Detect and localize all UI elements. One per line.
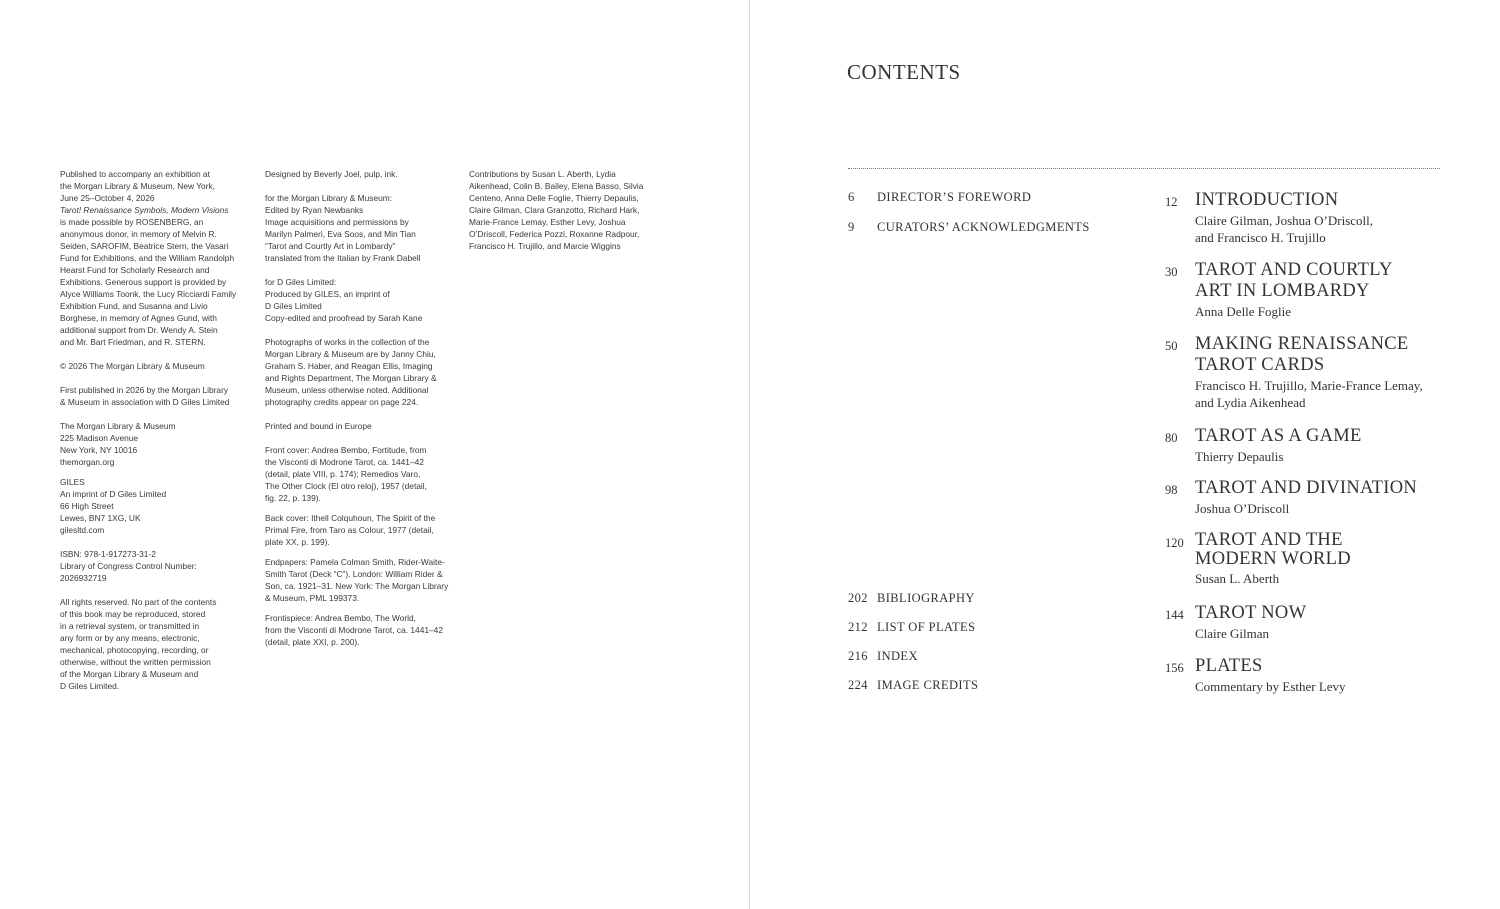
toc-essay-title: TAROT NOW (1195, 603, 1307, 623)
toc-entry[interactable] (848, 649, 918, 664)
toc-essay-title: TAROT AS A GAME (1195, 426, 1362, 446)
toc-essay-entry[interactable] (1165, 426, 1465, 465)
toc-label: DIRECTOR’S FOREWORD (877, 190, 1032, 204)
colophon-paragraph: Back cover: Ithell Colquhoun, The Spirit of the Primal Fire, from Taro as Colour, 1977 (detail, plate XX, p. 199). (265, 513, 436, 547)
toc-label: CURATORS’ ACKNOWLEDGMENTS (877, 220, 1090, 234)
toc-page-number: 9 (848, 220, 855, 234)
toc-page-number: 212 (848, 620, 868, 634)
toc-page-number: 202 (848, 591, 868, 605)
toc-essay-authors: Susan L. Aberth (1195, 571, 1280, 586)
toc-essay-authors: Commentary by Esther Levy (1195, 679, 1346, 694)
toc-essay-authors: Thierry Depaulis (1195, 449, 1284, 464)
toc-page-number: 216 (848, 649, 868, 663)
toc-page-number: 156 (1165, 661, 1184, 675)
toc-label: LIST OF PLATES (877, 620, 976, 634)
colophon-paragraph: Printed and bound in Europe (265, 421, 372, 431)
colophon-paragraph: ISBN: 978-1-917273-31-2 Library of Congress Control Number: 2026932719 (60, 549, 197, 583)
colophon-column-1 (60, 168, 250, 704)
colophon-paragraph: All rights reserved. No part of the contents of this book may be reproduced, stored in a retrieval system, or transmitted in any form or by any means, electronic, mechanical, photocopying, recording, or otherwise, without the written permission of the Morgan Library & Museum and D Giles Limited. (60, 597, 217, 691)
colophon-column-3 (469, 168, 659, 264)
toc-entry[interactable] (848, 220, 1090, 235)
colophon-paragraph: Published to accompany an exhibition at the Morgan Library & Museum, New York, June 25–October 4, 2026 (60, 169, 216, 203)
toc-essay-title: PLATES (1195, 656, 1263, 676)
toc-essay-authors: Claire Gilman (1195, 626, 1270, 641)
toc-essay-entry[interactable] (1165, 190, 1465, 246)
exhibition-title: Tarot! Renaissance Symbols, Modern Visions (60, 205, 229, 215)
toc-page-number: 144 (1165, 608, 1184, 622)
colophon-column-2 (265, 168, 455, 660)
toc-label: BIBLIOGRAPHY (877, 591, 975, 605)
colophon-paragraph: First published in 2026 by the Morgan Library & Museum in association with D Giles Limited (60, 385, 230, 407)
toc-essay-authors: Francisco H. Trujillo, Marie-France Lemay, and Lydia Aikenhead (1195, 378, 1423, 410)
toc-essay-entry[interactable] (1165, 334, 1465, 411)
toc-entry[interactable] (848, 591, 975, 606)
colophon-paragraph (60, 204, 250, 348)
colophon-paragraph: Front cover: Andrea Bembo, Fortitude, from the Visconti di Modrone Tarot, ca. 1441–42 (detail, plate VIII, p. 174); Remedios Varo, The Other Clock (El otro reloj), 1957 (detail, fig. 22, p. 139). (265, 445, 427, 503)
toc-entry[interactable] (848, 190, 1031, 205)
toc-essay-title: MAKING RENAISSANCE TAROT CARDS (1195, 334, 1409, 375)
toc-essay-authors: Joshua O’Driscoll (1195, 501, 1290, 516)
page-gutter (749, 0, 750, 909)
toc-essay-entry[interactable] (1165, 478, 1465, 517)
toc-page-number: 120 (1165, 536, 1184, 550)
toc-essay-authors: Claire Gilman, Joshua O’Driscoll, and Francisco H. Trujillo (1195, 213, 1373, 245)
colophon-paragraph: Frontispiece: Andrea Bembo, The World, from the Visconti di Modrone Tarot, ca. 1441–42 (detail, plate XXI, p. 200). (265, 613, 443, 647)
colophon-paragraph: Designed by Beverly Joel, pulp, ink. (265, 169, 398, 179)
toc-essay-authors: Anna Delle Foglie (1195, 304, 1292, 319)
toc-page-number: 12 (1165, 195, 1178, 209)
toc-essay-title: TAROT AND COURTLY ART IN LOMBARDY (1195, 260, 1393, 301)
contents-heading: CONTENTS (847, 60, 961, 84)
toc-page-number: 6 (848, 190, 855, 204)
toc-essay-entry[interactable] (1165, 656, 1465, 695)
colophon-paragraph: Endpapers: Pamela Colman Smith, Rider-Waite- Smith Tarot (Deck “C”). London: William Rider & Son, ca. 1921–31. New York: The Morgan Library & Museum, PML 199373. (265, 557, 449, 603)
colophon-sponsors: is made possible by ROSENBERG, an anonymous donor, in memory of Melvin R. Seiden, SAROFIM, Beatrice Stern, the Vasari Fund for Exhibitions, and the William Randolph Hearst Fund for Scholarly Research and Exhibitions. Generous support is provided by Alyce Williams Toonk, the Lucy Ricciardi Family Exhibition Fund, and Susanna and Livio Borghese, in memory of Agnes Gund, with additional support from Dr. Wendy A. Stein and Mr. Bart Friedman, and R. STERN. (60, 217, 237, 347)
toc-page-number: 224 (848, 678, 868, 692)
toc-page-number: 98 (1165, 483, 1178, 497)
colophon-paragraph: Photographs of works in the collection of the Morgan Library & Museum are by Janny Chiu, Graham S. Haber, and Reagan Ellis, Imaging and Rights Department, The Morgan Library & Museum, unless otherwise noted. Additional photography credits appear on page 224. (265, 337, 437, 407)
colophon-paragraph: for D Giles Limited: Produced by GILES, an imprint of D Giles Limited Copy-edited and proofread by Sarah Kane (265, 277, 423, 323)
toc-page-number: 80 (1165, 431, 1178, 445)
toc-label: INDEX (877, 649, 918, 663)
toc-entry[interactable] (848, 620, 975, 635)
colophon-paragraph: © 2026 The Morgan Library & Museum (60, 361, 205, 371)
toc-label: IMAGE CREDITS (877, 678, 979, 692)
colophon-paragraph: GILES An imprint of D Giles Limited 66 High Street Lewes, BN7 1XG, UK gilesltd.com (60, 477, 167, 535)
toc-essay-entry[interactable] (1165, 260, 1465, 320)
toc-essay-entry[interactable] (1165, 603, 1465, 642)
toc-entry[interactable] (848, 678, 978, 693)
toc-page-number: 50 (1165, 339, 1178, 353)
toc-essay-title: INTRODUCTION (1195, 190, 1339, 210)
toc-essay-title: TAROT AND THE MODERN WORLD (1195, 530, 1351, 569)
toc-page-number: 30 (1165, 265, 1178, 279)
colophon-paragraph: The Morgan Library & Museum 225 Madison Avenue New York, NY 10016 themorgan.org (60, 421, 176, 467)
dotted-divider (848, 168, 1440, 169)
colophon-paragraph: for the Morgan Library & Museum: Edited by Ryan Newbanks Image acquisitions and permissions by Marilyn Palmeri, Eva Soos, and Min Tian “Tarot and Courtly Art in Lombardy” translated from the Italian by Frank Dabell (265, 193, 421, 263)
toc-essay-entry[interactable] (1165, 531, 1465, 587)
toc-essay-title: TAROT AND DIVINATION (1195, 478, 1418, 498)
colophon-paragraph: Contributions by Susan L. Aberth, Lydia Aikenhead, Colin B. Bailey, Elena Basso, Silvia Centeno, Anna Delle Foglie, Thierry Depaulis, Claire Gilman, Clara Granzotto, Richard Hark, Marie-France Lemay, Esther Levy, Joshua O’Driscoll, Federica Pozzi, Roxanne Radpour, Francisco H. Trujillo, and Marcie Wiggins (469, 169, 644, 251)
